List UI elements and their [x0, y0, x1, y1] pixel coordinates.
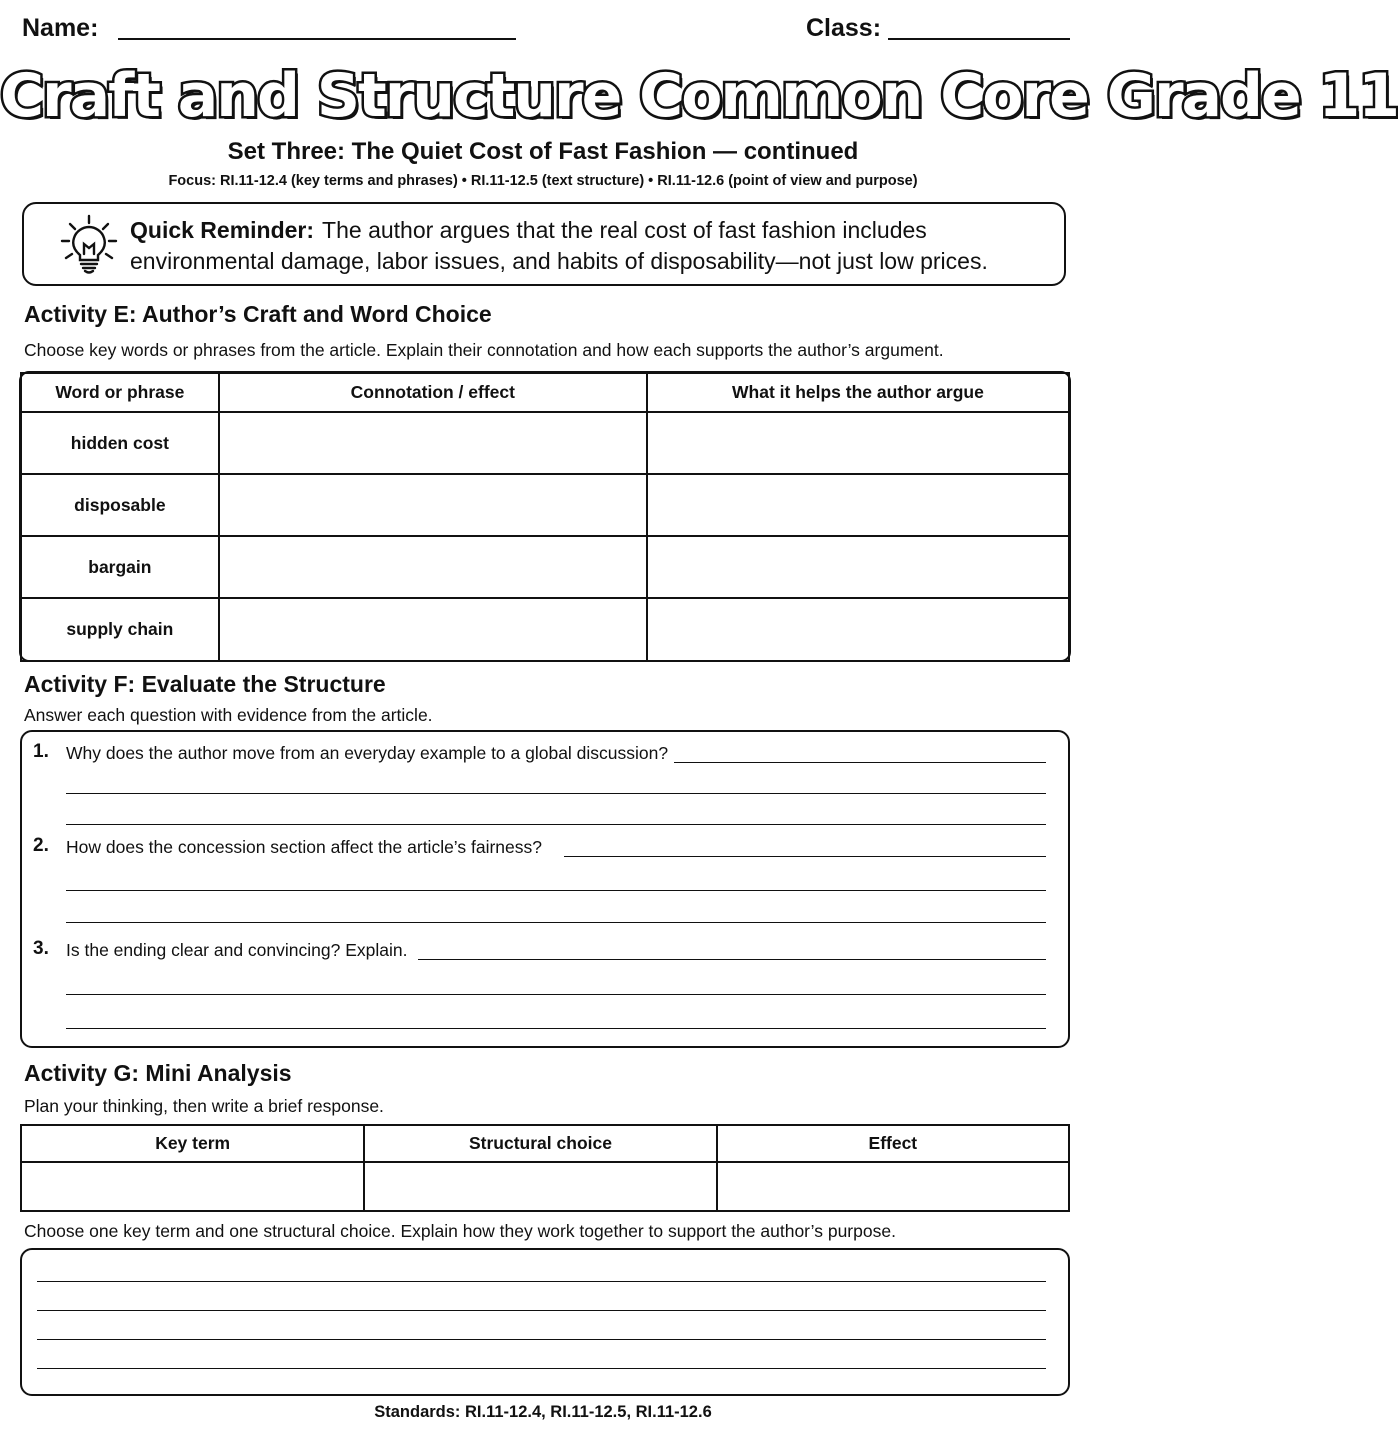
name-label: Name:	[22, 14, 99, 42]
word-cell: hidden cost	[21, 412, 219, 474]
activity-g-title: Activity G: Mini Analysis	[24, 1060, 292, 1086]
question-text: How does the concession section affect the article’s fairness?	[66, 837, 543, 857]
table-row	[21, 474, 1069, 536]
word-cell: disposable	[21, 474, 219, 536]
question-text: Why does the author move from an everyday example to a global discussion?	[66, 743, 669, 763]
focus-standards: Focus: RI.11-12.4 (key terms and phrases) • RI.11-12.5 (text structure) • RI.11-12.6 (point of view and purpose)	[168, 173, 918, 189]
table-row	[21, 412, 1069, 474]
answer-line[interactable]	[66, 994, 1046, 995]
activity-f-title: Activity F: Evaluate the Structure	[24, 671, 386, 697]
answer-line[interactable]	[66, 1028, 1046, 1029]
answer-line[interactable]	[66, 824, 1046, 825]
reminder-text	[130, 215, 1030, 277]
response-line[interactable]	[37, 1339, 1046, 1340]
worksheet-title: Craft and Structure Common Core Grade 11	[0, 61, 1398, 131]
column-header: Word or phrase	[21, 373, 219, 412]
answer-line[interactable]	[66, 793, 1046, 794]
table-row	[21, 536, 1069, 598]
class-label: Class:	[806, 14, 882, 42]
key-term-cell[interactable]	[21, 1162, 364, 1211]
column-header: Key term	[21, 1125, 364, 1162]
word-choice-table	[20, 372, 1070, 662]
structural-choice-cell[interactable]	[364, 1162, 716, 1211]
table-row	[21, 598, 1069, 661]
response-line[interactable]	[37, 1368, 1046, 1369]
argument-cell[interactable]	[647, 412, 1069, 474]
connotation-cell[interactable]	[219, 412, 647, 474]
word-cell: bargain	[21, 536, 219, 598]
response-box	[20, 1248, 1070, 1396]
reminder-label: Quick Reminder:	[130, 217, 315, 243]
connotation-cell[interactable]	[219, 598, 647, 661]
name-field[interactable]	[118, 38, 516, 40]
answer-line[interactable]	[418, 959, 1046, 960]
column-header: Connotation / effect	[219, 373, 647, 412]
mini-analysis-table	[20, 1124, 1070, 1212]
question-number: 2.	[33, 835, 49, 856]
column-header: What it helps the author argue	[647, 373, 1069, 412]
effect-cell[interactable]	[717, 1162, 1069, 1211]
answer-line[interactable]	[66, 890, 1046, 891]
class-field[interactable]	[888, 38, 1070, 40]
reminder-body: The author argues that the real cost of fast fashion includes environmental damage, labor issues, and habits of disposability—not just low prices.	[130, 217, 988, 274]
question-text: Is the ending clear and convincing? Explain.	[66, 940, 408, 960]
question-number: 3.	[33, 938, 49, 959]
lightbulb-icon	[58, 214, 120, 276]
activity-e-title: Activity E: Author’s Craft and Word Choice	[24, 301, 492, 327]
argument-cell[interactable]	[647, 598, 1069, 661]
footer-standards: Standards: RI.11-12.4, RI.11-12.5, RI.11-12.6	[374, 1403, 712, 1421]
table-row	[21, 1162, 1069, 1211]
activity-g-instructions: Plan your thinking, then write a brief response.	[24, 1096, 384, 1116]
activity-g-prompt: Choose one key term and one structural choice. Explain how they work together to support the author’s purpose.	[24, 1221, 896, 1241]
response-line[interactable]	[37, 1310, 1046, 1311]
column-header: Structural choice	[364, 1125, 716, 1162]
answer-line[interactable]	[564, 856, 1046, 857]
column-header: Effect	[717, 1125, 1069, 1162]
answer-line[interactable]	[66, 922, 1046, 923]
activity-e-instructions: Choose key words or phrases from the article. Explain their connotation and how each supports the author’s argument.	[24, 340, 944, 360]
connotation-cell[interactable]	[219, 536, 647, 598]
answer-line[interactable]	[674, 762, 1046, 763]
response-line[interactable]	[37, 1281, 1046, 1282]
worksheet-subtitle: Set Three: The Quiet Cost of Fast Fashion — continued	[227, 138, 859, 165]
connotation-cell[interactable]	[219, 474, 647, 536]
question-number: 1.	[33, 741, 49, 762]
questions-box	[20, 730, 1070, 1048]
word-cell: supply chain	[21, 598, 219, 661]
argument-cell[interactable]	[647, 474, 1069, 536]
activity-f-instructions: Answer each question with evidence from the article.	[24, 705, 433, 725]
argument-cell[interactable]	[647, 536, 1069, 598]
